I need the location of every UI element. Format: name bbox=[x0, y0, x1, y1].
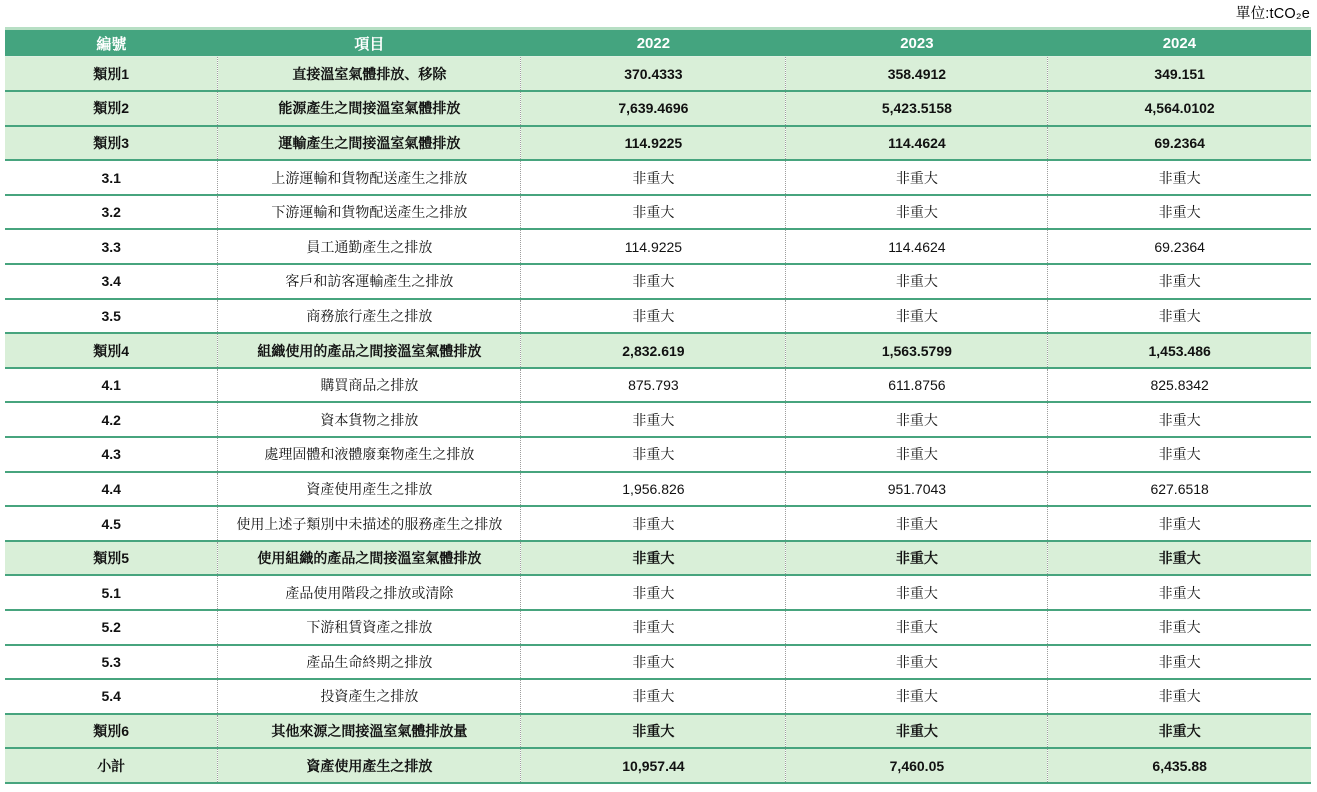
row-id-cell: 4.5 bbox=[5, 506, 218, 541]
value-2022-cell: 非重大 bbox=[521, 575, 786, 610]
value-2022-cell: 非重大 bbox=[521, 645, 786, 680]
value-2024-cell: 非重大 bbox=[1048, 506, 1311, 541]
row-id-cell: 5.1 bbox=[5, 575, 218, 610]
value-2022-cell: 非重大 bbox=[521, 195, 786, 230]
item-cell: 上游運輸和貨物配送產生之排放 bbox=[218, 160, 521, 195]
value-2024-cell: 非重大 bbox=[1048, 610, 1311, 645]
value-2023-cell: 非重大 bbox=[786, 506, 1048, 541]
value-2022-cell: 非重大 bbox=[521, 714, 786, 749]
table-row bbox=[5, 437, 1311, 472]
value-2023-cell: 非重大 bbox=[786, 714, 1048, 749]
value-2024-cell: 非重大 bbox=[1048, 541, 1311, 576]
table-row bbox=[5, 645, 1311, 680]
value-2024-cell: 非重大 bbox=[1048, 645, 1311, 680]
value-2022-cell: 非重大 bbox=[521, 160, 786, 195]
value-2022-cell: 非重大 bbox=[521, 506, 786, 541]
value-2023-cell: 非重大 bbox=[786, 575, 1048, 610]
table-header bbox=[5, 29, 1311, 57]
value-2023-cell: 非重大 bbox=[786, 541, 1048, 576]
value-2023-cell: 非重大 bbox=[786, 610, 1048, 645]
value-2023-cell: 非重大 bbox=[786, 195, 1048, 230]
item-cell: 產品使用階段之排放或清除 bbox=[218, 575, 521, 610]
table-row bbox=[5, 748, 1311, 783]
row-id-cell: 3.2 bbox=[5, 195, 218, 230]
column-header-2024: 2024 bbox=[1048, 29, 1311, 57]
value-2023-cell: 非重大 bbox=[786, 160, 1048, 195]
table-row bbox=[5, 679, 1311, 714]
item-cell: 客戶和訪客運輸產生之排放 bbox=[218, 264, 521, 299]
value-2024-cell: 1,453.486 bbox=[1048, 333, 1311, 368]
table-row bbox=[5, 368, 1311, 403]
value-2023-cell: 114.4624 bbox=[786, 126, 1048, 161]
value-2023-cell: 非重大 bbox=[786, 679, 1048, 714]
table-header-row bbox=[5, 29, 1311, 57]
column-header-2022: 2022 bbox=[521, 29, 786, 57]
value-2024-cell: 69.2364 bbox=[1048, 229, 1311, 264]
column-header-2023: 2023 bbox=[786, 29, 1048, 57]
value-2024-cell: 非重大 bbox=[1048, 160, 1311, 195]
row-id-cell: 5.4 bbox=[5, 679, 218, 714]
item-cell: 資產使用產生之排放 bbox=[218, 748, 521, 783]
value-2023-cell: 非重大 bbox=[786, 264, 1048, 299]
value-2022-cell: 非重大 bbox=[521, 541, 786, 576]
value-2024-cell: 非重大 bbox=[1048, 437, 1311, 472]
value-2022-cell: 114.9225 bbox=[521, 126, 786, 161]
value-2024-cell: 非重大 bbox=[1048, 575, 1311, 610]
value-2024-cell: 非重大 bbox=[1048, 679, 1311, 714]
row-id-cell: 3.4 bbox=[5, 264, 218, 299]
table-row bbox=[5, 299, 1311, 334]
value-2022-cell: 875.793 bbox=[521, 368, 786, 403]
value-2024-cell: 627.6518 bbox=[1048, 472, 1311, 507]
row-id-cell: 類別4 bbox=[5, 333, 218, 368]
value-2022-cell: 非重大 bbox=[521, 299, 786, 334]
table-row bbox=[5, 91, 1311, 126]
item-cell: 直接溫室氣體排放、移除 bbox=[218, 57, 521, 92]
row-id-cell: 類別6 bbox=[5, 714, 218, 749]
value-2022-cell: 1,956.826 bbox=[521, 472, 786, 507]
item-cell: 下游運輸和貨物配送產生之排放 bbox=[218, 195, 521, 230]
table-row bbox=[5, 264, 1311, 299]
item-cell: 資產使用產生之排放 bbox=[218, 472, 521, 507]
value-2024-cell: 非重大 bbox=[1048, 195, 1311, 230]
item-cell: 能源產生之間接溫室氣體排放 bbox=[218, 91, 521, 126]
item-cell: 組織使用的產品之間接溫室氣體排放 bbox=[218, 333, 521, 368]
table-row bbox=[5, 57, 1311, 92]
value-2023-cell: 114.4624 bbox=[786, 229, 1048, 264]
row-id-cell: 3.3 bbox=[5, 229, 218, 264]
item-cell: 產品生命終期之排放 bbox=[218, 645, 521, 680]
item-cell: 商務旅行產生之排放 bbox=[218, 299, 521, 334]
value-2023-cell: 7,460.05 bbox=[786, 748, 1048, 783]
row-id-cell: 類別1 bbox=[5, 57, 218, 92]
table-row bbox=[5, 229, 1311, 264]
item-cell: 資本貨物之排放 bbox=[218, 402, 521, 437]
value-2024-cell: 4,564.0102 bbox=[1048, 91, 1311, 126]
row-id-cell: 4.3 bbox=[5, 437, 218, 472]
value-2022-cell: 114.9225 bbox=[521, 229, 786, 264]
row-id-cell: 5.3 bbox=[5, 645, 218, 680]
item-cell: 處理固體和液體廢棄物產生之排放 bbox=[218, 437, 521, 472]
table-row bbox=[5, 333, 1311, 368]
value-2024-cell: 非重大 bbox=[1048, 402, 1311, 437]
row-id-cell: 類別5 bbox=[5, 541, 218, 576]
value-2023-cell: 非重大 bbox=[786, 402, 1048, 437]
row-id-cell: 類別2 bbox=[5, 91, 218, 126]
unit-label: 單位:tCO₂e bbox=[1235, 6, 1310, 22]
row-id-cell: 3.5 bbox=[5, 299, 218, 334]
value-2022-cell: 非重大 bbox=[521, 610, 786, 645]
value-2023-cell: 非重大 bbox=[786, 645, 1048, 680]
value-2023-cell: 1,563.5799 bbox=[786, 333, 1048, 368]
column-header-item: 項目 bbox=[218, 29, 521, 57]
row-id-cell: 4.1 bbox=[5, 368, 218, 403]
item-cell: 其他來源之間接溫室氣體排放量 bbox=[218, 714, 521, 749]
value-2024-cell: 69.2364 bbox=[1048, 126, 1311, 161]
item-cell: 員工通勤產生之排放 bbox=[218, 229, 521, 264]
table-row bbox=[5, 195, 1311, 230]
table-row bbox=[5, 126, 1311, 161]
value-2024-cell: 非重大 bbox=[1048, 264, 1311, 299]
column-header-id: 編號 bbox=[5, 29, 218, 57]
value-2023-cell: 非重大 bbox=[786, 299, 1048, 334]
value-2022-cell: 非重大 bbox=[521, 437, 786, 472]
value-2024-cell: 825.8342 bbox=[1048, 368, 1311, 403]
item-cell: 下游租賃資產之排放 bbox=[218, 610, 521, 645]
row-id-cell: 5.2 bbox=[5, 610, 218, 645]
row-id-cell: 小計 bbox=[5, 748, 218, 783]
value-2024-cell: 349.151 bbox=[1048, 57, 1311, 92]
table-row bbox=[5, 402, 1311, 437]
row-id-cell: 4.2 bbox=[5, 402, 218, 437]
value-2022-cell: 2,832.619 bbox=[521, 333, 786, 368]
value-2024-cell: 非重大 bbox=[1048, 299, 1311, 334]
table-row bbox=[5, 160, 1311, 195]
item-cell: 使用上述子類別中未描述的服務產生之排放 bbox=[218, 506, 521, 541]
table-row bbox=[5, 575, 1311, 610]
value-2024-cell: 6,435.88 bbox=[1048, 748, 1311, 783]
value-2023-cell: 5,423.5158 bbox=[786, 91, 1048, 126]
table-row bbox=[5, 541, 1311, 576]
item-cell: 投資產生之排放 bbox=[218, 679, 521, 714]
row-id-cell: 類別3 bbox=[5, 126, 218, 161]
item-cell: 購買商品之排放 bbox=[218, 368, 521, 403]
item-cell: 使用組織的產品之間接溫室氣體排放 bbox=[218, 541, 521, 576]
table-body bbox=[5, 57, 1311, 783]
value-2023-cell: 358.4912 bbox=[786, 57, 1048, 92]
item-cell: 運輸產生之間接溫室氣體排放 bbox=[218, 126, 521, 161]
value-2022-cell: 10,957.44 bbox=[521, 748, 786, 783]
value-2022-cell: 非重大 bbox=[521, 402, 786, 437]
value-2023-cell: 611.8756 bbox=[786, 368, 1048, 403]
row-id-cell: 3.1 bbox=[5, 160, 218, 195]
table-row bbox=[5, 506, 1311, 541]
value-2023-cell: 非重大 bbox=[786, 437, 1048, 472]
value-2022-cell: 非重大 bbox=[521, 679, 786, 714]
table-row bbox=[5, 610, 1311, 645]
value-2024-cell: 非重大 bbox=[1048, 714, 1311, 749]
value-2022-cell: 非重大 bbox=[521, 264, 786, 299]
row-id-cell: 4.4 bbox=[5, 472, 218, 507]
value-2022-cell: 7,639.4696 bbox=[521, 91, 786, 126]
value-2023-cell: 951.7043 bbox=[786, 472, 1048, 507]
table-row bbox=[5, 472, 1311, 507]
ghg-emissions-table bbox=[5, 27, 1311, 784]
table-row bbox=[5, 714, 1311, 749]
value-2022-cell: 370.4333 bbox=[521, 57, 786, 92]
